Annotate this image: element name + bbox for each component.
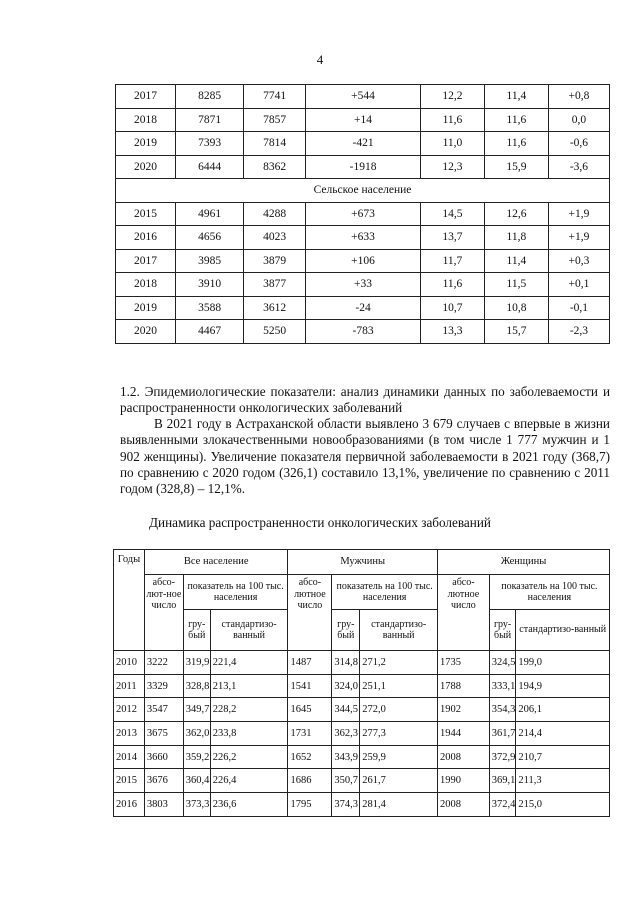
header-abs-all: абсо-лют-ное число [144, 575, 183, 651]
cell-births: 4656 [176, 226, 244, 250]
table-row [114, 651, 610, 675]
cell-women-std: 210,7 [516, 745, 610, 769]
cell-rate-change: -0,6 [548, 132, 609, 156]
header-row-3 [114, 610, 610, 651]
cell-birth-rate: 12,3 [420, 155, 484, 179]
cell-birth-rate: 11,6 [420, 273, 484, 297]
cell-natural-change: -421 [306, 132, 421, 156]
cell-men-abs: 1541 [288, 674, 332, 698]
header-men: Мужчины [288, 550, 438, 575]
table-row [116, 320, 610, 344]
cell-women-std: 199,0 [516, 651, 610, 675]
cell-death-rate: 11,8 [484, 226, 548, 250]
cell-all-crude: 319,9 [183, 651, 210, 675]
cell-natural-change: +14 [306, 108, 421, 132]
table-row [114, 793, 610, 817]
table-row [114, 674, 610, 698]
cell-birth-rate: 10,7 [420, 296, 484, 320]
cell-women-abs: 1944 [438, 722, 490, 746]
cell-all-crude: 349,7 [183, 698, 210, 722]
cell-births: 8285 [176, 85, 244, 109]
cell-women-std: 215,0 [516, 793, 610, 817]
cell-men-std: 259,9 [360, 745, 438, 769]
table-row [116, 273, 610, 297]
cell-natural-change: +33 [306, 273, 421, 297]
cell-all-abs: 3547 [144, 698, 183, 722]
cell-natural-change: -24 [306, 296, 421, 320]
cell-men-abs: 1686 [288, 769, 332, 793]
cell-deaths: 7814 [244, 132, 306, 156]
cell-all-crude: 359,2 [183, 745, 210, 769]
table-row [114, 698, 610, 722]
cell-death-rate: 12,6 [484, 202, 548, 226]
cell-men-std: 277,3 [360, 722, 438, 746]
table-caption: Динамика распространенности онкологических заболеваний [149, 515, 491, 530]
paragraph-text: В 2021 году в Астраханской области выявлено 3 679 случаев с впервые в жизни выявленными злокачественными новообразованиями (в том числе 1 777 мужчин и 1 902 женщины). Увеличение показателя первичной заболеваемости в 2021 году (368,7) по сравнению с 2020 годом (326,1) составило 13,1%, увеличение по сравнению с 2011 годом (328,8) – 12,1%. [120, 416, 610, 497]
cell-men-abs: 1487 [288, 651, 332, 675]
cell-year: 2020 [116, 320, 176, 344]
cell-births: 4467 [176, 320, 244, 344]
cell-year: 2016 [114, 793, 145, 817]
cell-births: 4961 [176, 202, 244, 226]
table-row [116, 296, 610, 320]
cell-deaths: 3612 [244, 296, 306, 320]
cell-births: 3588 [176, 296, 244, 320]
cell-natural-change: -783 [306, 320, 421, 344]
cell-birth-rate: 11,6 [420, 108, 484, 132]
cell-deaths: 7741 [244, 85, 306, 109]
header-crude-men: гру-бый [332, 610, 360, 651]
header-std-men: стандартизо-ванный [360, 610, 438, 651]
cell-women-crude: 354,3 [489, 698, 516, 722]
table-row [116, 85, 610, 109]
cell-death-rate: 11,5 [484, 273, 548, 297]
cell-rate-change: +1,9 [548, 226, 609, 250]
cell-death-rate: 10,8 [484, 296, 548, 320]
cell-year: 2020 [116, 155, 176, 179]
cell-death-rate: 11,6 [484, 108, 548, 132]
cell-natural-change: +544 [306, 85, 421, 109]
cell-all-abs: 3676 [144, 769, 183, 793]
cell-women-abs: 1788 [438, 674, 490, 698]
cell-men-crude: 324,0 [332, 674, 360, 698]
cell-year: 2018 [116, 108, 176, 132]
cell-all-crude: 328,8 [183, 674, 210, 698]
cell-all-std: 233,8 [210, 722, 288, 746]
cell-women-abs: 1990 [438, 769, 490, 793]
rural-rows [116, 202, 610, 343]
cell-deaths: 3877 [244, 273, 306, 297]
cell-women-abs: 1735 [438, 651, 490, 675]
table-row [116, 132, 610, 156]
cell-year: 2016 [116, 226, 176, 250]
cell-men-abs: 1731 [288, 722, 332, 746]
cell-births: 6444 [176, 155, 244, 179]
cell-women-crude: 333,1 [489, 674, 516, 698]
cell-men-std: 251,1 [360, 674, 438, 698]
table-row [114, 722, 610, 746]
cell-year: 2018 [116, 273, 176, 297]
cell-women-abs: 1902 [438, 698, 490, 722]
cell-men-crude: 374,3 [332, 793, 360, 817]
header-crude-women: гру-бый [489, 610, 516, 651]
cell-year: 2013 [114, 722, 145, 746]
cell-women-crude: 369,1 [489, 769, 516, 793]
cancer-prevalence-table [113, 549, 610, 817]
cell-all-crude: 373,3 [183, 793, 210, 817]
cell-men-std: 281,4 [360, 793, 438, 817]
cell-natural-change: +673 [306, 202, 421, 226]
cell-year: 2015 [114, 769, 145, 793]
cell-births: 3985 [176, 249, 244, 273]
header-women: Женщины [438, 550, 610, 575]
table-row [116, 108, 610, 132]
cell-birth-rate: 12,2 [420, 85, 484, 109]
cell-all-std: 236,6 [210, 793, 288, 817]
cell-death-rate: 11,4 [484, 249, 548, 273]
cell-death-rate: 11,6 [484, 132, 548, 156]
cell-year: 2010 [114, 651, 145, 675]
cell-year: 2017 [116, 249, 176, 273]
cell-men-crude: 343,9 [332, 745, 360, 769]
cell-birth-rate: 13,3 [420, 320, 484, 344]
cell-rate-change: -0,1 [548, 296, 609, 320]
cell-deaths: 4288 [244, 202, 306, 226]
cell-women-crude: 372,4 [489, 793, 516, 817]
cell-rate-change: 0,0 [548, 108, 609, 132]
cell-year: 2019 [116, 296, 176, 320]
header-row-2 [114, 575, 610, 610]
cell-rate-change: -2,3 [548, 320, 609, 344]
cell-women-abs: 2008 [438, 745, 490, 769]
cell-all-crude: 360,4 [183, 769, 210, 793]
cell-men-crude: 314,8 [332, 651, 360, 675]
cell-rate-change: +0,3 [548, 249, 609, 273]
header-abs-men: абсо-лютное число [288, 575, 332, 651]
cell-natural-change: +106 [306, 249, 421, 273]
cell-men-abs: 1795 [288, 793, 332, 817]
cell-deaths: 4023 [244, 226, 306, 250]
table-row [116, 226, 610, 250]
table-row [116, 249, 610, 273]
cell-death-rate: 15,7 [484, 320, 548, 344]
table-row [116, 155, 610, 179]
cell-men-crude: 350,7 [332, 769, 360, 793]
prevalence-rows [114, 651, 610, 817]
cell-women-std: 214,4 [516, 722, 610, 746]
cell-rate-change: +0,1 [548, 273, 609, 297]
cell-birth-rate: 11,0 [420, 132, 484, 156]
page-number: 4 [316, 52, 324, 67]
cell-death-rate: 15,9 [484, 155, 548, 179]
cell-men-std: 272,0 [360, 698, 438, 722]
cell-women-abs: 2008 [438, 793, 490, 817]
cell-deaths: 8362 [244, 155, 306, 179]
cell-rate-change: -3,6 [548, 155, 609, 179]
cell-year: 2011 [114, 674, 145, 698]
cell-year: 2012 [114, 698, 145, 722]
cell-births: 3910 [176, 273, 244, 297]
cell-natural-change: +633 [306, 226, 421, 250]
cell-women-std: 211,3 [516, 769, 610, 793]
cell-rate-change: +1,9 [548, 202, 609, 226]
cell-all-abs: 3222 [144, 651, 183, 675]
cell-year: 2014 [114, 745, 145, 769]
cell-all-std: 213,1 [210, 674, 288, 698]
urban-rows [116, 85, 610, 179]
header-all-population: Все население [144, 550, 288, 575]
cell-men-crude: 362,3 [332, 722, 360, 746]
cell-women-std: 206,1 [516, 698, 610, 722]
table-section-row [116, 179, 610, 203]
table-row [116, 202, 610, 226]
cell-natural-change: -1918 [306, 155, 421, 179]
cell-all-abs: 3803 [144, 793, 183, 817]
cell-men-std: 261,7 [360, 769, 438, 793]
cell-deaths: 7857 [244, 108, 306, 132]
cell-women-crude: 324,5 [489, 651, 516, 675]
cell-deaths: 3879 [244, 249, 306, 273]
cell-rate-change: +0,8 [548, 85, 609, 109]
cell-men-abs: 1652 [288, 745, 332, 769]
cell-birth-rate: 14,5 [420, 202, 484, 226]
cell-all-abs: 3660 [144, 745, 183, 769]
cell-births: 7871 [176, 108, 244, 132]
cell-men-abs: 1645 [288, 698, 332, 722]
cell-all-abs: 3675 [144, 722, 183, 746]
cell-birth-rate: 11,7 [420, 249, 484, 273]
section-heading: 1.2. Эпидемиологические показатели: анализ динамики данных по заболеваемости и распространенности онкологических заболеваний [120, 384, 610, 415]
cell-death-rate: 11,4 [484, 85, 548, 109]
cell-men-std: 271,2 [360, 651, 438, 675]
cell-all-crude: 362,0 [183, 722, 210, 746]
cell-births: 7393 [176, 132, 244, 156]
table-row [114, 769, 610, 793]
header-years: Годы [114, 550, 145, 651]
header-abs-women: абсо-лютное число [438, 575, 490, 651]
section-label-rural: Сельское население [116, 179, 610, 203]
cell-year: 2019 [116, 132, 176, 156]
cell-year: 2015 [116, 202, 176, 226]
cell-men-crude: 344,5 [332, 698, 360, 722]
header-rate-men: показатель на 100 тыс. населения [332, 575, 438, 610]
cell-all-std: 221,4 [210, 651, 288, 675]
table-row [114, 745, 610, 769]
cell-year: 2017 [116, 85, 176, 109]
header-std-all: стандартизо-ванный [210, 610, 288, 651]
cell-women-crude: 361,7 [489, 722, 516, 746]
cell-birth-rate: 13,7 [420, 226, 484, 250]
cell-women-std: 194,9 [516, 674, 610, 698]
cell-deaths: 5250 [244, 320, 306, 344]
body-paragraph [120, 416, 610, 497]
header-rate-all: показатель на 100 тыс. населения [183, 575, 288, 610]
cell-all-std: 228,2 [210, 698, 288, 722]
header-row-1 [114, 550, 610, 575]
cell-all-abs: 3329 [144, 674, 183, 698]
header-std-women: стандартизо-ванный [516, 610, 610, 651]
header-crude-all: гру-бый [183, 610, 210, 651]
cell-all-std: 226,4 [210, 769, 288, 793]
header-rate-women: показатель на 100 тыс. населения [489, 575, 609, 610]
cell-women-crude: 372,9 [489, 745, 516, 769]
population-dynamics-table [115, 84, 610, 344]
cell-all-std: 226,2 [210, 745, 288, 769]
